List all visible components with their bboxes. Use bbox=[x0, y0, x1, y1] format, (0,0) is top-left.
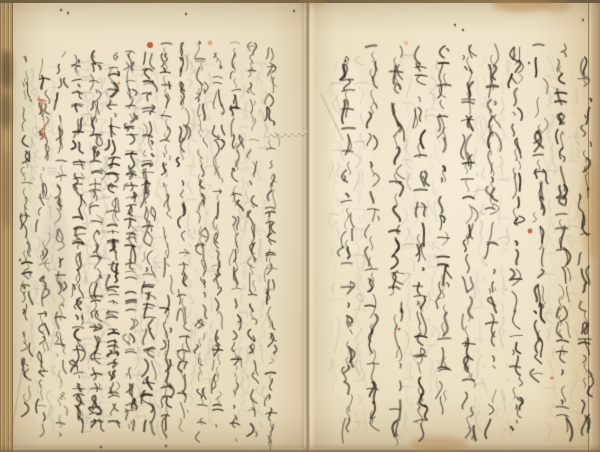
book-gutter-fold bbox=[300, 0, 316, 452]
book-page-edge-bottom bbox=[0, 444, 600, 452]
left-page bbox=[12, 2, 304, 448]
right-page bbox=[308, 2, 590, 448]
book-page-edge-right bbox=[588, 0, 600, 452]
book-page-edges-left bbox=[0, 0, 13, 452]
book-page-edge-top bbox=[0, 0, 600, 3]
